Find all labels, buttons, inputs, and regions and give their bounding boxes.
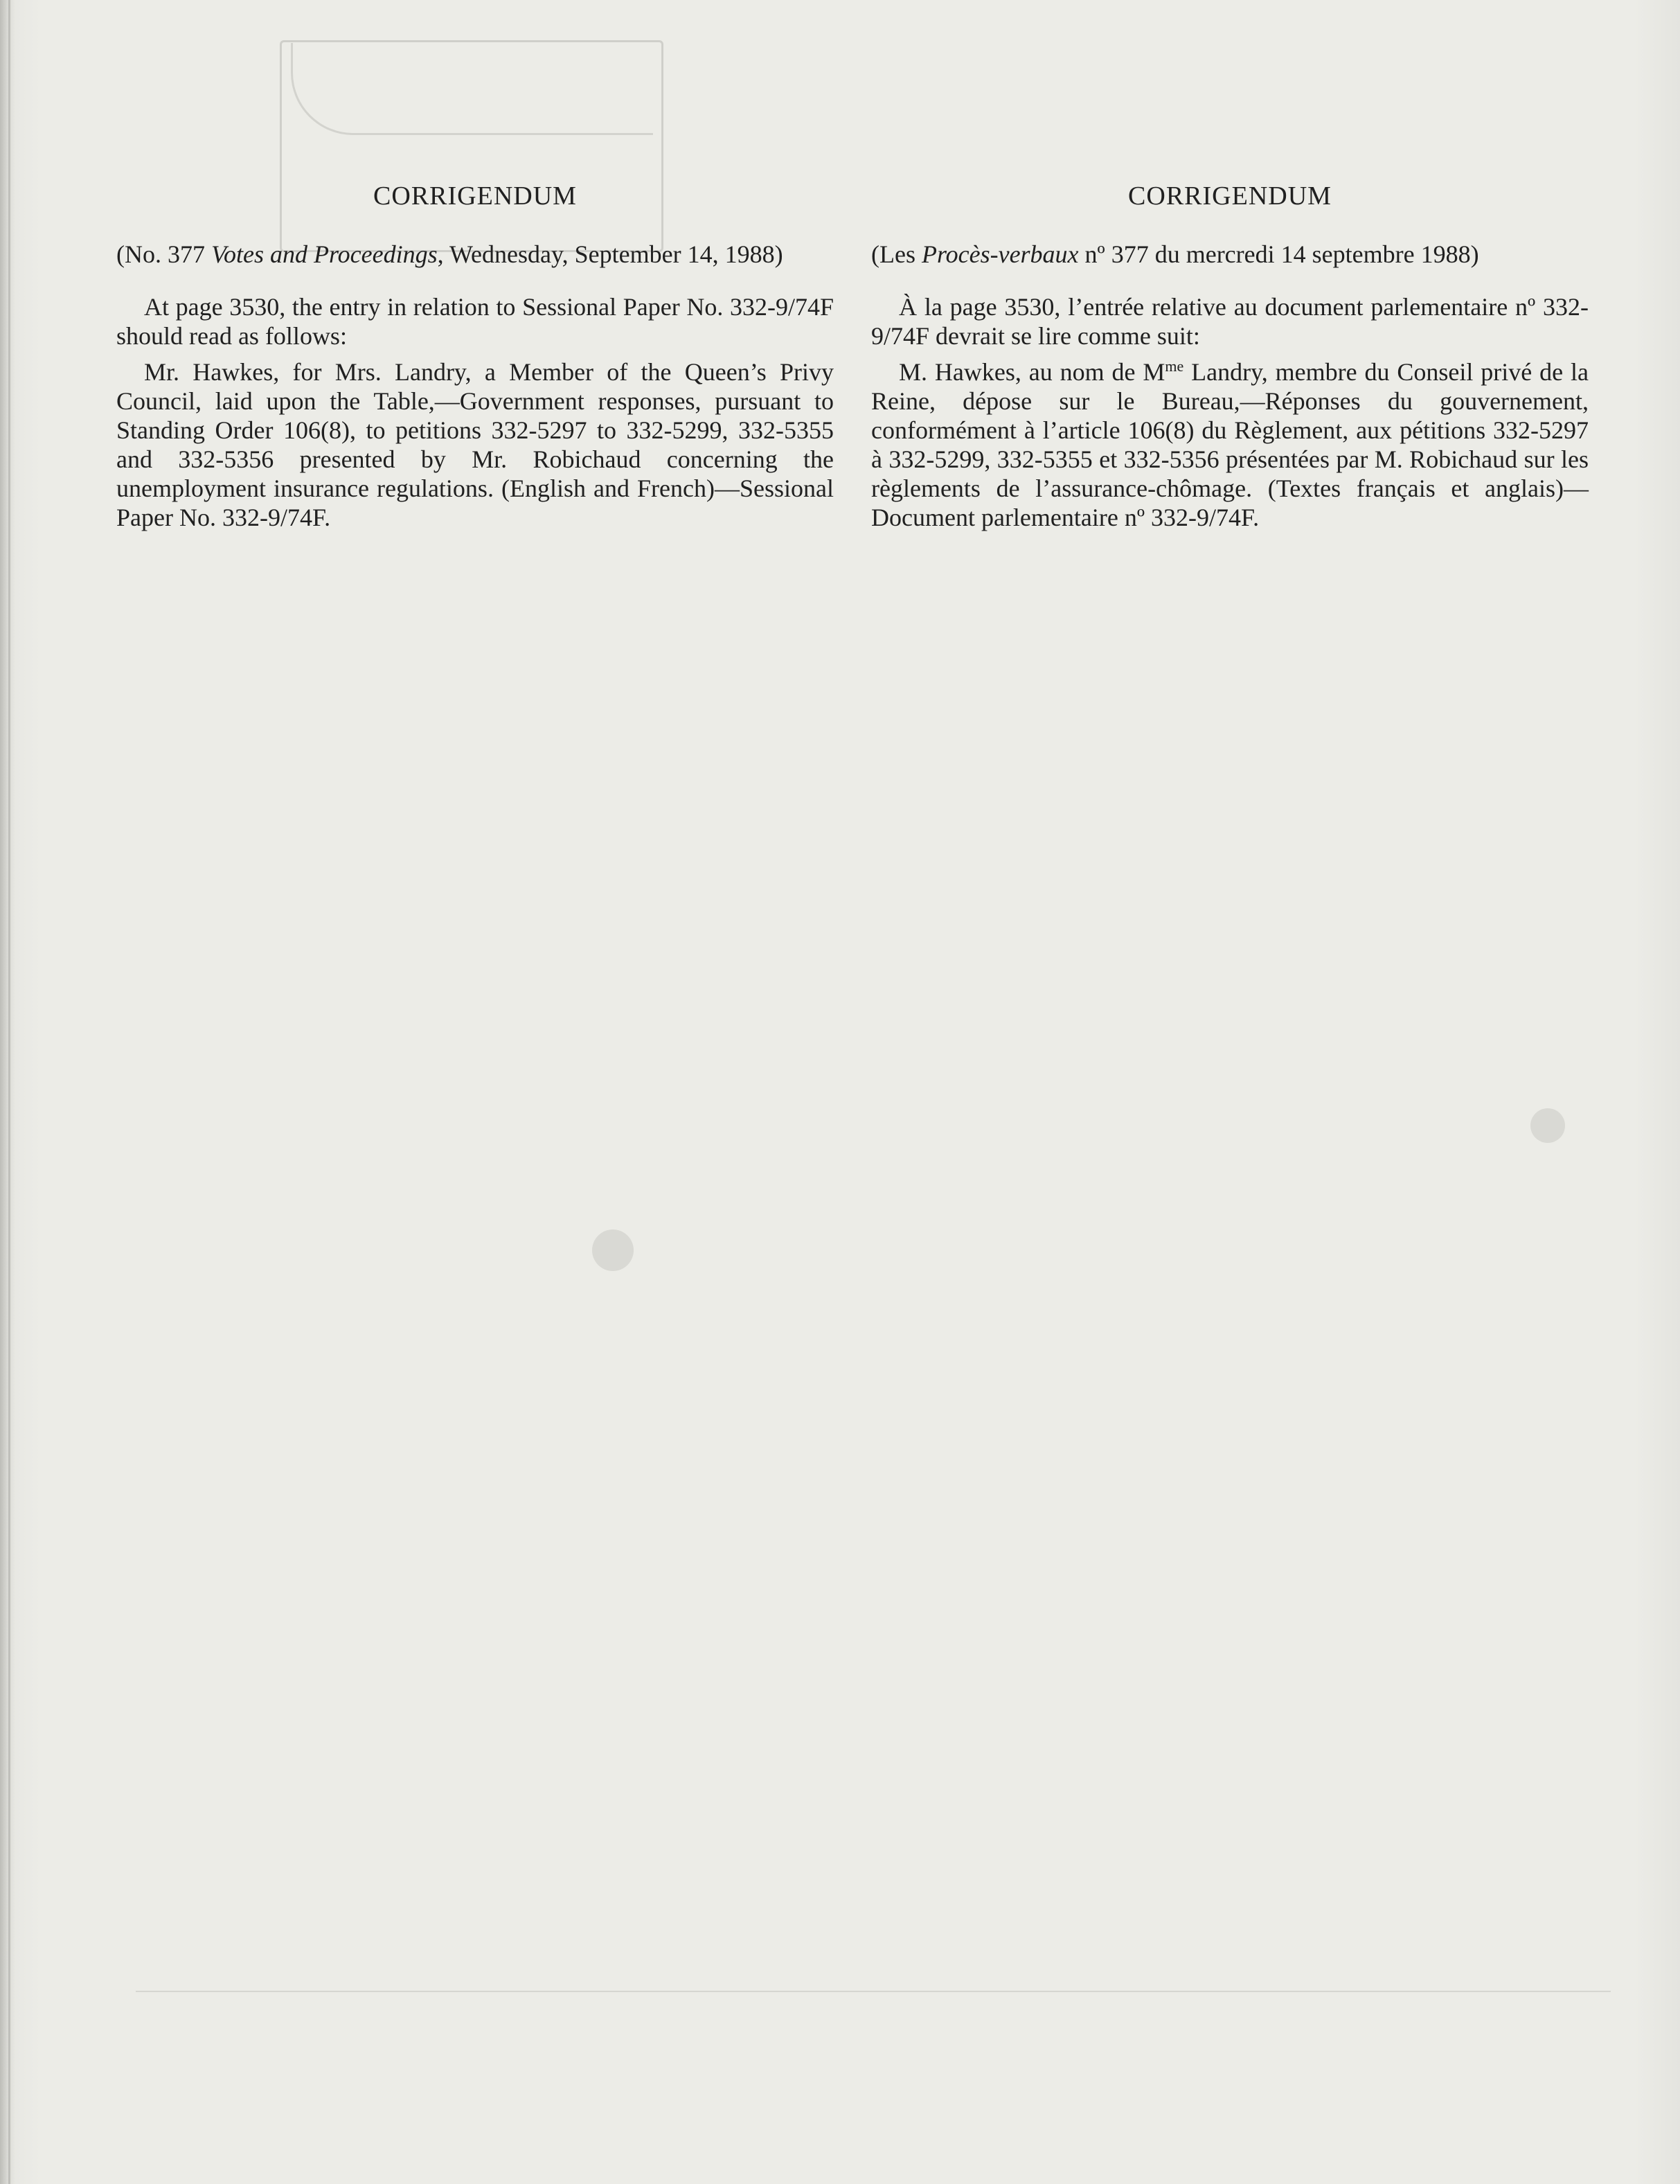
publication-title: Procès-verbaux xyxy=(921,240,1079,268)
reference-line-en xyxy=(116,240,834,269)
reference-line-fr xyxy=(871,240,1589,269)
footer-rule-showthrough xyxy=(136,1991,1611,1992)
paragraph-entry-en: Mr. Hawkes, for Mrs. Landry, a Member of the Queen’s Privy Council, laid upon the Table,—Government responses, pursuant to Standing Order 106(8), to petitions 332-5297 to 332-5299, 332-5355 and 332-5356 presented by Mr. Robichaud concerning the unemployment insurance regulations. (English and French)—Sessional Paper No. 332-9/74F. xyxy=(116,358,834,531)
corrigendum-heading-en: CORRIGENDUM xyxy=(373,181,577,211)
publication-title: Votes and Proceedings xyxy=(211,240,438,268)
binding-edge xyxy=(8,0,10,2184)
english-column xyxy=(116,181,834,539)
corrigendum-heading-fr: CORRIGENDUM xyxy=(1128,181,1332,211)
reference-suffix: , Wednesday, September 14, 1988) xyxy=(437,240,783,268)
french-column xyxy=(871,181,1589,539)
paragraph-entry-fr xyxy=(871,357,1589,532)
reference-prefix: (No. 377 xyxy=(116,240,211,268)
blemish-dot xyxy=(1530,1108,1565,1143)
reference-suffix: nº 377 du mercredi 14 septembre 1988) xyxy=(1078,240,1479,268)
blemish-dot xyxy=(592,1229,634,1271)
superscript-me: me xyxy=(1165,357,1184,375)
entry-text-rest: Landry, membre du Conseil privé de la Reine, dépose sur le Bureau,—Réponses du gouvernement, conformément à l’article 106(8) du Règlement, aux pétitions 332-5297 à 332-5299, 332-5355 et 332-5356 présentées par M. Robichaud sur les règlements de l’assurance-chômage. (Textes français et anglais)—Document parlementaire nº 332-9/74F. xyxy=(871,358,1589,531)
paragraph-intro-en: At page 3530, the entry in relation to Sessional Paper No. 332-9/74F should read as follows: xyxy=(116,293,834,350)
stamp-curve-showthrough xyxy=(291,43,653,135)
reference-prefix: (Les xyxy=(871,240,922,268)
entry-text-start: M. Hawkes, au nom de M xyxy=(899,358,1165,386)
paragraph-intro-fr: À la page 3530, l’entrée relative au document parlementaire nº 332-9/74F devrait se lire comme suit: xyxy=(871,293,1589,350)
